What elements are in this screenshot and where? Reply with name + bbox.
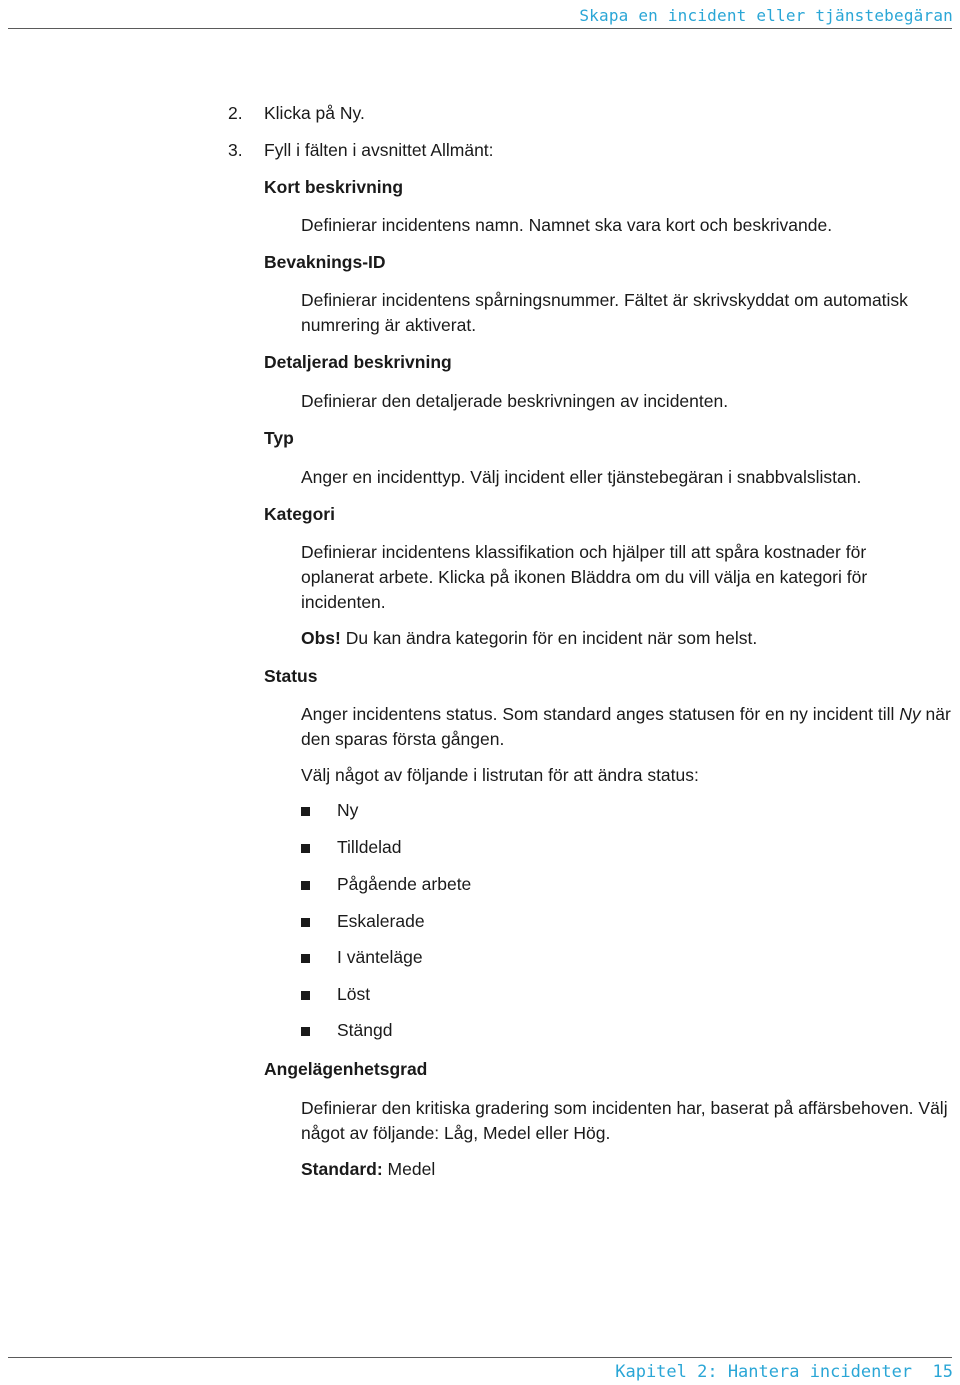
field-description-kategori: Definierar incidentens klassifikation och hjälper till att spåra kostnader för oplanerat arbete. Klicka på ikonen Bläddra om du vill välja en kategori för incidenten. — [301, 542, 868, 612]
status-option-lost: Löst — [337, 984, 371, 1004]
angelagenhetsgrad-default — [301, 1157, 956, 1182]
note-label: Obs! — [301, 628, 341, 648]
field-label-kort-beskrivning: Kort beskrivning — [264, 177, 404, 197]
bullet-marker — [301, 807, 310, 816]
field-label-status: Status — [264, 666, 318, 686]
field-description-angelagenhetsgrad: Definierar den kritiska gradering som incidenten har, baserat på affärsbehoven. Välj något av följande: Låg, Medel eller Hög. — [301, 1098, 948, 1143]
field-label-typ: Typ — [264, 428, 294, 448]
status-option-tilldelad: Tilldelad — [337, 837, 402, 857]
field-description-detaljerad-beskrivning: Definierar den detaljerade beskrivningen av incidenten. — [301, 391, 729, 411]
kategori-note — [301, 626, 956, 651]
bullet-marker — [301, 954, 310, 963]
step-number-2: 2. — [228, 103, 243, 123]
default-label: Standard: — [301, 1159, 383, 1179]
status-desc-post: när den sparas första gången. — [301, 704, 951, 749]
field-label-kategori: Kategori — [264, 504, 335, 524]
bevaknings-id-line2: numrering är aktiverat. — [301, 315, 477, 335]
footer-divider — [8, 1357, 952, 1358]
step-text-3: Fyll i fälten i avsnittet Allmänt: — [264, 140, 494, 160]
status-desc-pre: Anger incidentens status. Som standard anges statusen för en ny incident till — [301, 704, 900, 724]
bevaknings-id-line1: Definierar incidentens spårningsnummer. Fältet är skrivskyddat om automatisk — [301, 290, 908, 310]
footer-chapter-page: Kapitel 2: Hantera incidenter 15 — [615, 1362, 953, 1382]
note-text: Du kan ändra kategorin för en incident när som helst. — [340, 628, 758, 648]
bullet-marker — [301, 1027, 310, 1036]
field-description-kort-beskrivning: Definierar incidentens namn. Namnet ska vara kort och beskrivande. — [301, 215, 833, 235]
default-value: Medel — [382, 1159, 436, 1179]
running-header-title: Skapa en incident eller tjänstebegäran — [579, 6, 953, 25]
status-option-ny: Ny — [337, 800, 359, 820]
field-description-typ: Anger en incidenttyp. Välj incident eller tjänstebegäran i snabbvalslistan. — [301, 467, 862, 487]
bullet-marker — [301, 918, 310, 927]
field-label-angelagenhetsgrad: Angelägenhetsgrad — [264, 1059, 428, 1079]
status-option-eskalerade: Eskalerade — [337, 911, 425, 931]
field-label-bevaknings-id: Bevaknings-ID — [264, 252, 386, 272]
status-option-i-vantelage: I vänteläge — [337, 947, 423, 967]
status-list-intro: Välj något av följande i listrutan för att ändra status: — [301, 765, 699, 785]
field-description-status — [301, 702, 956, 752]
bullet-marker — [301, 844, 310, 853]
field-label-detaljerad-beskrivning: Detaljerad beskrivning — [264, 352, 452, 372]
step-number-3: 3. — [228, 140, 243, 160]
field-description-bevaknings-id — [301, 288, 956, 338]
status-option-stangd: Stängd — [337, 1020, 393, 1040]
header-divider — [8, 28, 952, 29]
bullet-marker — [301, 881, 310, 890]
step-text-2: Klicka på Ny. — [264, 103, 365, 123]
status-option-pagaende-arbete: Pågående arbete — [337, 874, 472, 894]
bullet-marker — [301, 991, 310, 1000]
status-desc-em: Ny — [899, 704, 921, 724]
